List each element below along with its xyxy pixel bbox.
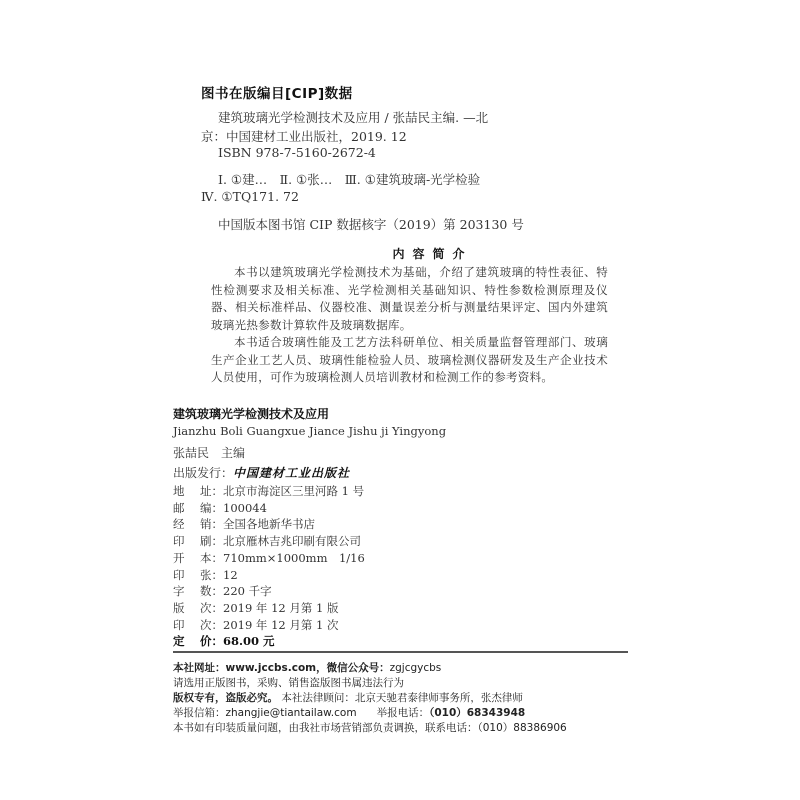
- info-row-printing: 印 次：2019 年 12 月第 1 次: [173, 617, 339, 632]
- footer-report-line: 举报信箱：zhangjie@tiantailaw.com 举报电话：（010）68343948: [173, 707, 526, 719]
- cip-title-line: 建筑玻璃光学检测技术及应用 / 张喆民主编. —北: [218, 110, 489, 125]
- website-link[interactable]: www.jccbs.com: [225, 662, 317, 674]
- info-row-price: 定 价：68.00 元: [173, 634, 275, 649]
- publisher-logo: 中国建材工业出版社: [233, 466, 351, 480]
- book-title: 建筑玻璃光学检测技术及应用: [173, 407, 330, 421]
- info-row-edition: 版 次：2019 年 12 月第 1 版: [173, 600, 339, 615]
- cip-heading: 图书在版编目[CIP]数据: [201, 86, 353, 102]
- cip-publisher-line: 京：中国建材工业出版社，2019. 12: [201, 129, 407, 144]
- cip-isbn: ISBN 978-7-5160-2672-4: [218, 145, 376, 160]
- book-title-pinyin: Jianzhu Boli Guangxue Jiance Jishu ji Yingyong: [173, 424, 447, 438]
- summary-paragraph-1: 本书以建筑玻璃光学检测技术为基础，介绍了建筑玻璃的特性表征、特性检测要求及相关标准、光学检测相关基础知识、特性参数检测原理及仪器、相关标准样品、仪器校准、测量误差分析与测量结果评定、国内外建筑玻璃光热参数计算软件及玻璃数据库。: [211, 265, 608, 332]
- info-row-printer: 印 刷：北京雁林吉兆印刷有限公司: [173, 534, 361, 549]
- info-row-address: 地 址：北京市海淀区三里河路 1 号: [173, 484, 365, 498]
- editor: 张喆民 主编: [173, 446, 246, 460]
- divider-rule: [173, 651, 628, 653]
- info-row-format: 开 本：710mm×1000mm 1/16: [173, 550, 365, 565]
- summary-paragraph-2: 本书适合玻璃性能及工艺方法科研单位、相关质量监督管理部门、玻璃生产企业工艺人员、玻璃性能检验人员、玻璃检测仪器研发及生产企业技术人员使用，可作为玻璃检测人员培训教材和检测工作的参考资料。: [211, 335, 608, 384]
- info-row-distributor: 经 销：全国各地新华书店: [173, 517, 315, 532]
- cip-classification: Ⅳ. ①TQ171. 72: [201, 189, 299, 204]
- cip-subjects: Ⅰ. ①建… Ⅱ. ①张… Ⅲ. ①建筑玻璃-光学检验: [218, 172, 481, 187]
- footer-piracy-notice: 请选用正版图书，采购、销售盗版图书属违法行为: [173, 677, 404, 689]
- cip-number: 中国版本图书馆 CIP 数据核字（2019）第 203130 号: [218, 217, 524, 232]
- footer-quality-line: 本书如有印装质量问题，由我社市场营销部负责调换，联系电话：（010）88386906: [173, 722, 567, 734]
- info-row-postcode: 邮 编：100044: [173, 500, 267, 515]
- info-row-sheets: 印 张：12: [173, 567, 238, 582]
- summary-heading: 内容简介: [392, 247, 473, 261]
- report-email-link[interactable]: zhangjie@tiantailaw.com: [225, 707, 357, 719]
- info-row-word-count: 字 数：220 千字: [173, 584, 272, 599]
- publisher-label: 出版发行：: [173, 466, 234, 480]
- publisher-row: [173, 464, 350, 481]
- footer-copyright-line: 版权专有，盗版必究。 本社法律顾问：北京天驰君泰律师事务所，张杰律师: [173, 692, 523, 704]
- footer-website-line: 本社网址：www.jccbs.com，微信公众号：zgjcgycbs: [173, 662, 442, 674]
